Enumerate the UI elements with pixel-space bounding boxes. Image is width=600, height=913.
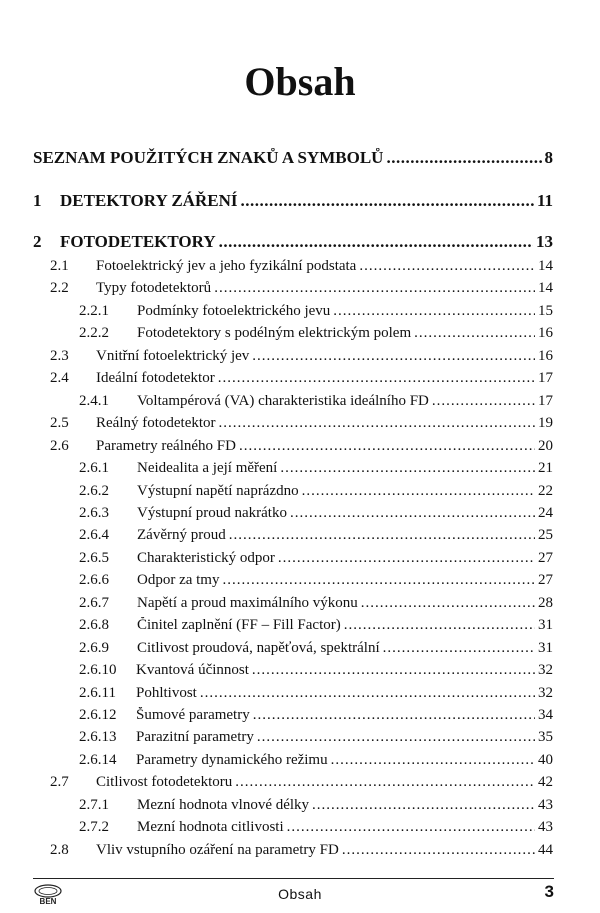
toc-entry-number: 2.2.1 [79, 302, 109, 319]
toc-entry-page: 43 [538, 796, 553, 813]
toc-leader-dots [278, 550, 535, 567]
toc-entry-page: 31 [538, 639, 553, 656]
toc-entry [79, 729, 553, 746]
toc-entry [50, 842, 553, 859]
toc-leader-dots [252, 662, 535, 679]
toc-entry-label: Parazitní parametry [136, 729, 254, 746]
toc-leader-dots [219, 232, 533, 252]
toc-entry-page: 15 [538, 302, 553, 319]
toc-entry [79, 393, 553, 410]
toc-entry-number: 2.6.11 [79, 684, 116, 701]
toc-entry-label: Výstupní napětí naprázdno [137, 482, 299, 499]
toc-leader-dots [290, 505, 535, 522]
page-title: Obsah [244, 59, 356, 104]
toc-entry-number: 2.7.1 [79, 796, 109, 813]
toc-leader-dots [361, 595, 535, 612]
toc-entry-label: Vliv vstupního ozáření na parametry FD [96, 841, 339, 858]
toc-entry-page: 14 [538, 280, 553, 297]
toc-entry-label: DETEKTORY ZÁŘENÍ [60, 191, 238, 210]
toc-entry-number: 2.3 [50, 347, 69, 364]
toc-entry [50, 348, 553, 365]
toc-leader-dots [214, 280, 535, 297]
toc-entry-label: Neidealita a její měření [137, 460, 278, 477]
toc-entry-label: Vnitřní fotoelektrický jev [96, 347, 250, 364]
footer-divider [33, 878, 554, 879]
toc-leader-dots [342, 842, 535, 859]
toc-entry-number: 2.6.14 [79, 751, 117, 768]
toc-entry-number: 2.2 [50, 280, 69, 297]
toc-entry [79, 819, 553, 836]
toc-entry-page: 44 [538, 841, 553, 858]
toc-entry [50, 438, 553, 455]
toc-entry-page: 42 [538, 774, 553, 791]
toc-entry-number: 2.2.2 [79, 325, 109, 342]
toc-entry-page: 21 [538, 460, 553, 477]
toc-entry-number: 2.6.10 [79, 662, 117, 679]
publisher-logo-text: BEN [39, 897, 57, 906]
toc-leader-dots [252, 348, 535, 365]
toc-entry-page: 32 [538, 684, 553, 701]
toc-entry-page: 11 [536, 191, 553, 210]
toc-entry-page: 16 [538, 325, 553, 342]
toc-entry-number: 2.4.1 [79, 392, 109, 409]
toc-leader-dots [218, 370, 535, 387]
toc-leader-dots [331, 752, 535, 769]
toc-leader-dots [386, 148, 541, 168]
toc-entry-page: 13 [536, 232, 553, 251]
toc-entry-number: 2.5 [50, 415, 69, 432]
toc-entry [79, 662, 553, 679]
toc-entry-number: 2.6.2 [79, 482, 109, 499]
toc-entry-label: Odpor za tmy [137, 572, 220, 589]
toc-entry [79, 640, 553, 657]
toc-entry-page: 14 [538, 258, 553, 274]
toc-entry-page: 27 [538, 572, 553, 589]
toc-entry [79, 617, 553, 634]
toc-entry-number: 2.6.7 [79, 594, 109, 611]
toc-leader-dots [302, 483, 535, 500]
toc-entry-label: Mezní hodnota citlivosti [137, 819, 284, 836]
toc-leader-dots [200, 685, 535, 702]
toc-entry [79, 505, 553, 522]
toc-entry-page: 22 [538, 482, 553, 499]
toc-entry-number: 2.6.6 [79, 572, 109, 589]
toc-entry [79, 752, 553, 769]
toc-entry-label: Závěrný proud [137, 527, 226, 544]
toc-entry-number: 2.1 [50, 258, 69, 274]
toc-entry [79, 707, 553, 724]
toc-entry-label: Pohltivost [136, 684, 197, 701]
toc-entry-page: 27 [538, 549, 553, 566]
toc-entry-number: 2.8 [50, 841, 69, 858]
toc-entry-label: Fotodetektory s podélným elektrickým polem [137, 325, 412, 342]
toc-entry-label: Voltampérová (VA) charakteristika ideálního FD [137, 392, 429, 409]
toc-leader-dots [383, 640, 535, 657]
toc-leader-dots [312, 797, 535, 814]
toc-entry-number: 1 [33, 191, 42, 210]
toc-entry-label: Fotoelektrický jev a jeho fyzikální podstata [96, 258, 357, 274]
toc-entry-page: 35 [538, 729, 553, 746]
toc-leader-dots [222, 572, 535, 589]
toc-entry-label: Šumové parametry [136, 707, 250, 723]
toc-entry-page: 32 [538, 662, 553, 679]
toc-entry-page: 31 [538, 617, 553, 634]
toc-leader-dots [257, 729, 535, 746]
toc-entry-label: Reálný fotodetektor [96, 415, 216, 432]
toc-entry-label: Charakteristický odpor [137, 549, 275, 566]
toc-entry-label: Mezní hodnota vlnové délky [137, 796, 310, 813]
toc-entry [79, 550, 553, 567]
toc-entry-page: 19 [538, 415, 553, 432]
toc-leader-dots [219, 415, 535, 432]
toc-entry-label: Parametry dynamického režimu [136, 751, 328, 768]
footer-title: Obsah [278, 886, 322, 902]
toc-entry-page: 34 [538, 707, 553, 723]
toc-entry-number: 2.6 [50, 437, 69, 454]
toc-entry-number: 2.6.9 [79, 639, 109, 656]
toc-leader-dots [280, 460, 535, 477]
toc-entry [79, 595, 553, 612]
toc-leader-dots [287, 819, 535, 836]
toc-entry [79, 460, 553, 477]
toc-entry-label: Ideální fotodetektor [96, 370, 215, 387]
toc-entry [79, 527, 553, 544]
toc-entry-label: Parametry reálného FD [96, 437, 236, 454]
toc-entry [79, 685, 553, 702]
toc-entry-number: 2.6.5 [79, 549, 109, 566]
toc-entry-label: Kvantová účinnost [136, 662, 249, 679]
toc-leader-dots [414, 325, 535, 342]
toc-entry-label: Citlivost proudová, napěťová, spektrální [137, 639, 380, 656]
toc-entry-label: Činitel zaplnění (FF – Fill Factor) [137, 617, 341, 634]
toc-entry-page: 17 [538, 370, 553, 387]
toc-entry-label: FOTODETEKTORY [60, 232, 216, 251]
toc-entry [50, 370, 553, 387]
toc-entry-label: Typy fotodetektorů [96, 280, 212, 297]
toc-entry [79, 572, 553, 589]
toc-entry [50, 415, 553, 432]
toc-leader-dots [344, 617, 535, 634]
toc-entry [50, 280, 553, 297]
toc-entry-number: 2.7 [50, 774, 69, 791]
toc-entry-page: 20 [538, 437, 553, 454]
toc-entry-number: 2 [33, 232, 42, 251]
toc-entry-number: 2.6.3 [79, 504, 109, 521]
page-number: 3 [544, 882, 554, 901]
toc-entry [79, 797, 553, 814]
toc-entry [79, 325, 553, 342]
toc-entry-page: 16 [538, 347, 553, 364]
toc-leader-dots [239, 438, 535, 455]
toc-entry-page: 24 [538, 504, 553, 521]
toc-entry [79, 303, 553, 320]
toc-entry [50, 774, 553, 791]
toc-entry-page: 43 [538, 819, 553, 836]
toc-entry-page: 25 [538, 527, 553, 544]
toc-leader-dots [235, 774, 535, 791]
toc-entry-number: 2.6.13 [79, 729, 117, 746]
toc-entry-number: 2.7.2 [79, 819, 109, 836]
toc-leader-dots [359, 258, 535, 275]
toc-entry-page: 17 [538, 392, 553, 409]
toc-entry [50, 258, 553, 275]
toc-entry-page: 40 [538, 751, 553, 768]
toc-entry [79, 483, 553, 500]
toc-leader-dots [229, 527, 535, 544]
toc-entry-label: Citlivost fotodetektoru [96, 774, 233, 791]
toc-entry-page: 8 [544, 148, 553, 167]
toc-entry-number: 2.6.4 [79, 527, 109, 544]
toc-entry-number: 2.4 [50, 370, 69, 387]
toc-leader-dots [432, 393, 535, 410]
toc-entry [33, 191, 553, 211]
toc-entry-label: Výstupní proud nakrátko [137, 504, 287, 521]
toc-entry-label: Podmínky fotoelektrického jevu [137, 302, 331, 319]
toc-entry-number: 2.6.12 [79, 707, 117, 723]
toc-entry-number: 2.6.1 [79, 460, 109, 477]
toc-leader-dots [333, 303, 535, 320]
toc-leader-dots [240, 191, 533, 211]
toc-entry [33, 232, 553, 252]
toc-entry-label: SEZNAM POUŽITÝCH ZNAKŮ A SYMBOLŮ [33, 148, 384, 167]
toc-entry-number: 2.6.8 [79, 617, 109, 634]
toc-entry-label: Napětí a proud maximálního výkonu [137, 594, 358, 611]
toc-entry [33, 148, 553, 168]
toc-leader-dots [253, 707, 535, 724]
toc-entry-page: 28 [538, 594, 553, 611]
